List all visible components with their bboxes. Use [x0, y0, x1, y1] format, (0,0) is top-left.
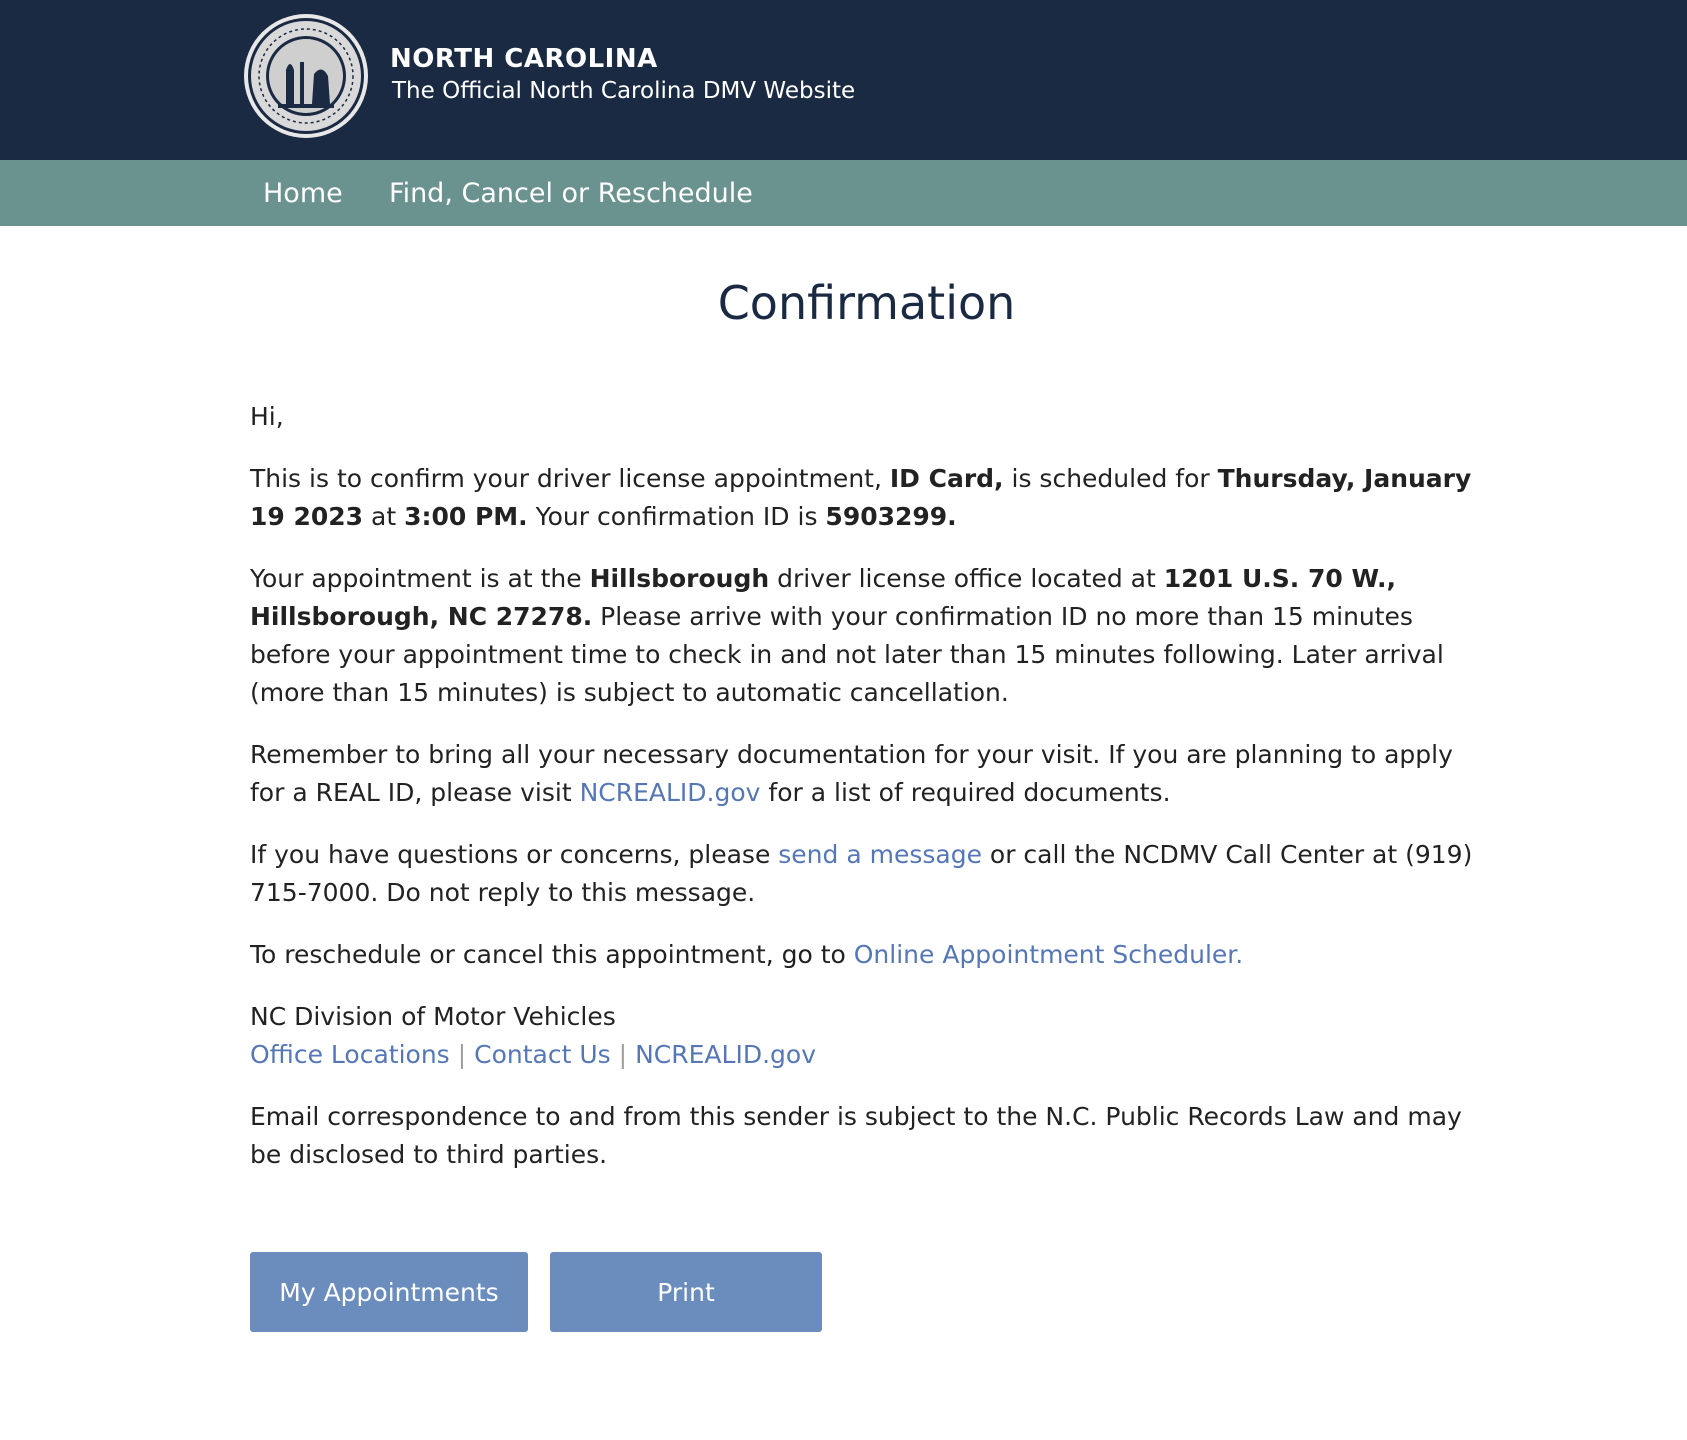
confirmation-message — [250, 398, 1480, 1198]
link-separator: | — [457, 1040, 467, 1069]
confirmation-id: 5903299. — [825, 502, 957, 531]
action-buttons — [250, 1252, 822, 1332]
print-button[interactable]: Print — [550, 1252, 822, 1332]
state-seal-icon — [242, 12, 370, 140]
public-records-note: Email correspondence to and from this sender is subject to the N.C. Public Records Law and may be disclosed to third parties. — [250, 1102, 1462, 1169]
appointment-summary: This is to confirm your driver license appointment, ID Card, is scheduled for Thursday, January 19 2023 at 3:00 PM. Your confirmation ID is 5903299. — [250, 464, 1472, 531]
ncrealid-link[interactable]: NCREALID.gov — [579, 778, 761, 807]
signature-block — [250, 998, 1480, 1074]
main-nav — [0, 160, 1687, 226]
reschedule-note: To reschedule or cancel this appointment, go to Online Appointment Scheduler. — [250, 940, 1244, 969]
send-message-link[interactable]: send a message — [778, 840, 982, 869]
contact-us-link[interactable]: Contact Us — [474, 1040, 611, 1069]
ncrealid-footer-link[interactable]: NCREALID.gov — [635, 1040, 816, 1069]
contact-note: If you have questions or concerns, please send a message or call the NCDMV Call Center at (919) 715-7000. Do not reply to this message. — [250, 840, 1473, 907]
office-address: 1201 U.S. 70 W., Hillsborough, NC 27278. — [250, 564, 1397, 631]
office-locations-link[interactable]: Office Locations — [250, 1040, 450, 1069]
office-name: Hillsborough — [589, 564, 770, 593]
site-header — [0, 0, 1687, 160]
documentation-note: Remember to bring all your necessary documentation for your visit. If you are planning to apply for a REAL ID, please visit NCREALID.gov for a list of required documents. — [250, 740, 1453, 807]
office-details: Your appointment is at the Hillsborough driver license office located at 1201 U.S. 70 W., Hillsborough, NC 27278. Please arrive with your confirmation ID no more than 15 minutes before your appointment time to check in and not later than 15 minutes following. Later arrival (more than 15 minutes) is subject to automatic cancellation. — [250, 564, 1444, 707]
my-appointments-button[interactable]: My Appointments — [250, 1252, 528, 1332]
greeting: Hi, — [250, 402, 284, 431]
service-type: ID Card, — [889, 464, 1004, 493]
link-separator: | — [618, 1040, 628, 1069]
page-title: Confirmation — [717, 276, 1016, 330]
brand-title: NORTH CAROLINA — [390, 44, 658, 74]
nav-find-cancel-reschedule-link[interactable]: Find, Cancel or Reschedule — [389, 178, 753, 209]
appointment-date: Thursday, January 19 2023 — [250, 464, 1472, 531]
online-scheduler-link[interactable]: Online Appointment Scheduler. — [853, 940, 1244, 969]
brand-subtitle: The Official North Carolina DMV Website — [392, 78, 856, 104]
nav-home-link[interactable]: Home — [263, 178, 343, 209]
appointment-time: 3:00 PM. — [404, 502, 528, 531]
signature-org: NC Division of Motor Vehicles — [250, 1002, 616, 1031]
